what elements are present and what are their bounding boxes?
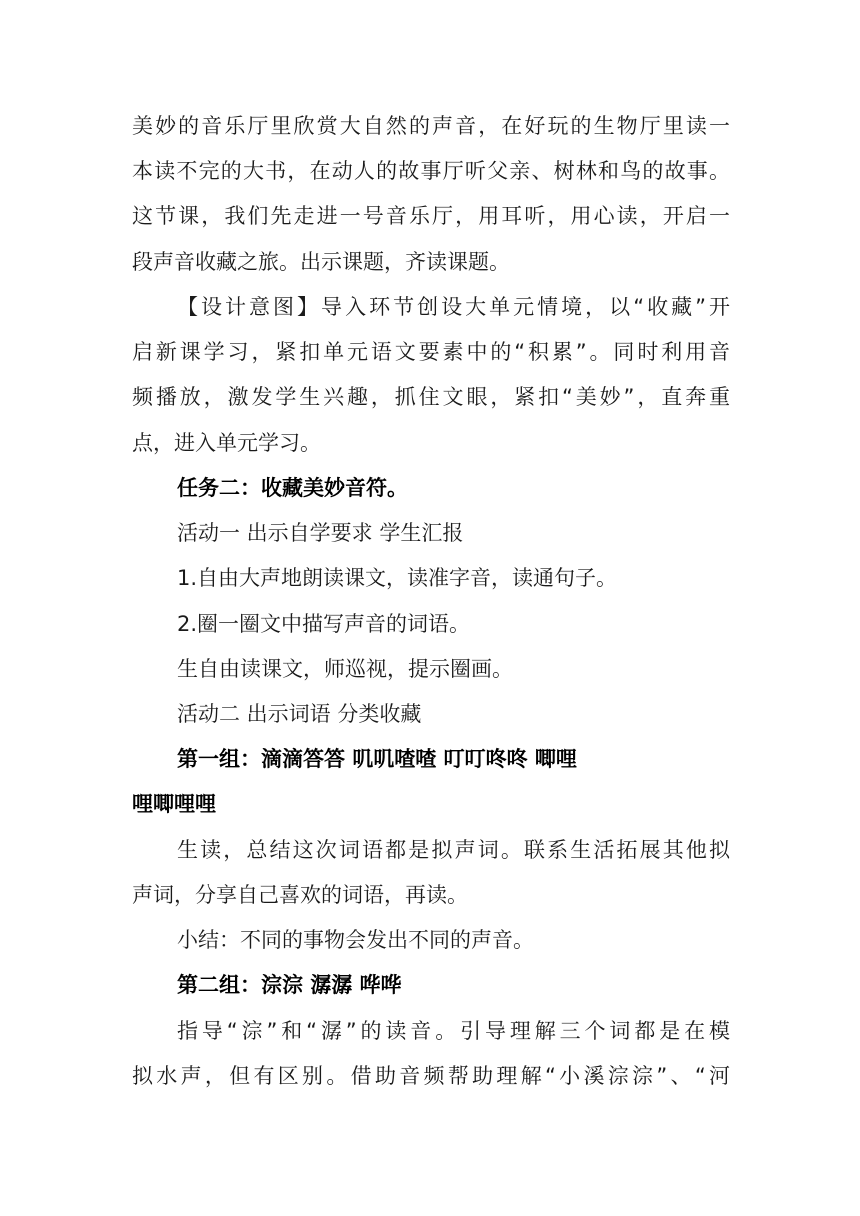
paragraph-line: 声词，分享自己喜欢的词语，再读。 [132,883,468,907]
activity-heading: 活动一 出示自学要求 学生汇报 [177,521,464,545]
paragraph-line: 指导“淙”和“潺”的读音。引导理解三个词都是在模 [177,1019,730,1043]
instruction-item: 1.自由大声地朗读课文，读准字音，读通句子。 [177,566,618,590]
design-intent-paragraph: 【设计意图】导入环节创设大单元情境，以“收藏”开 [177,295,730,319]
paragraph-line: 这节课，我们先走进一号音乐厅，用耳听，用心读，开启一 [132,204,730,228]
paragraph-line: 启新课学习，紧扣单元语文要素中的“积累”。同时利用音 [132,340,730,364]
paragraph-line: 本读不完的大书，在动人的故事厅听父亲、树林和鸟的故事。 [132,159,730,183]
paragraph-line: 频播放，激发学生兴趣，抓住文眼，紧扣“美妙”，直奔重 [132,385,730,409]
activity-heading: 活动二 出示词语 分类收藏 [177,702,422,726]
paragraph-line: 拟水声，但有区别。借助音频帮助理解“小溪淙淙”、“河 [132,1064,730,1088]
paragraph-line: 生自由读课文，师巡视，提示圈画。 [177,657,513,681]
summary-line: 小结：不同的事物会发出不同的声音。 [177,928,534,952]
paragraph-line: 段声音收藏之旅。出示课题，齐读课题。 [132,250,510,274]
task-heading: 任务二：收藏美妙音符。 [177,476,408,500]
instruction-item: 2.圈一圈文中描写声音的词语。 [177,612,471,636]
word-group-2: 第二组：淙淙 潺潺 哗哗 [177,973,402,997]
paragraph-line: 美妙的音乐厅里欣赏大自然的声音，在好玩的生物厅里读一 [132,114,730,138]
paragraph-line: 点，进入单元学习。 [132,431,321,455]
paragraph-line: 生读，总结这次词语都是拟声词。联系生活拓展其他拟 [177,838,730,862]
word-group-1-continued: 哩唧哩哩 [132,792,216,816]
word-group-1: 第一组：滴滴答答 叽叽喳喳 叮叮咚咚 唧哩 [177,747,577,771]
